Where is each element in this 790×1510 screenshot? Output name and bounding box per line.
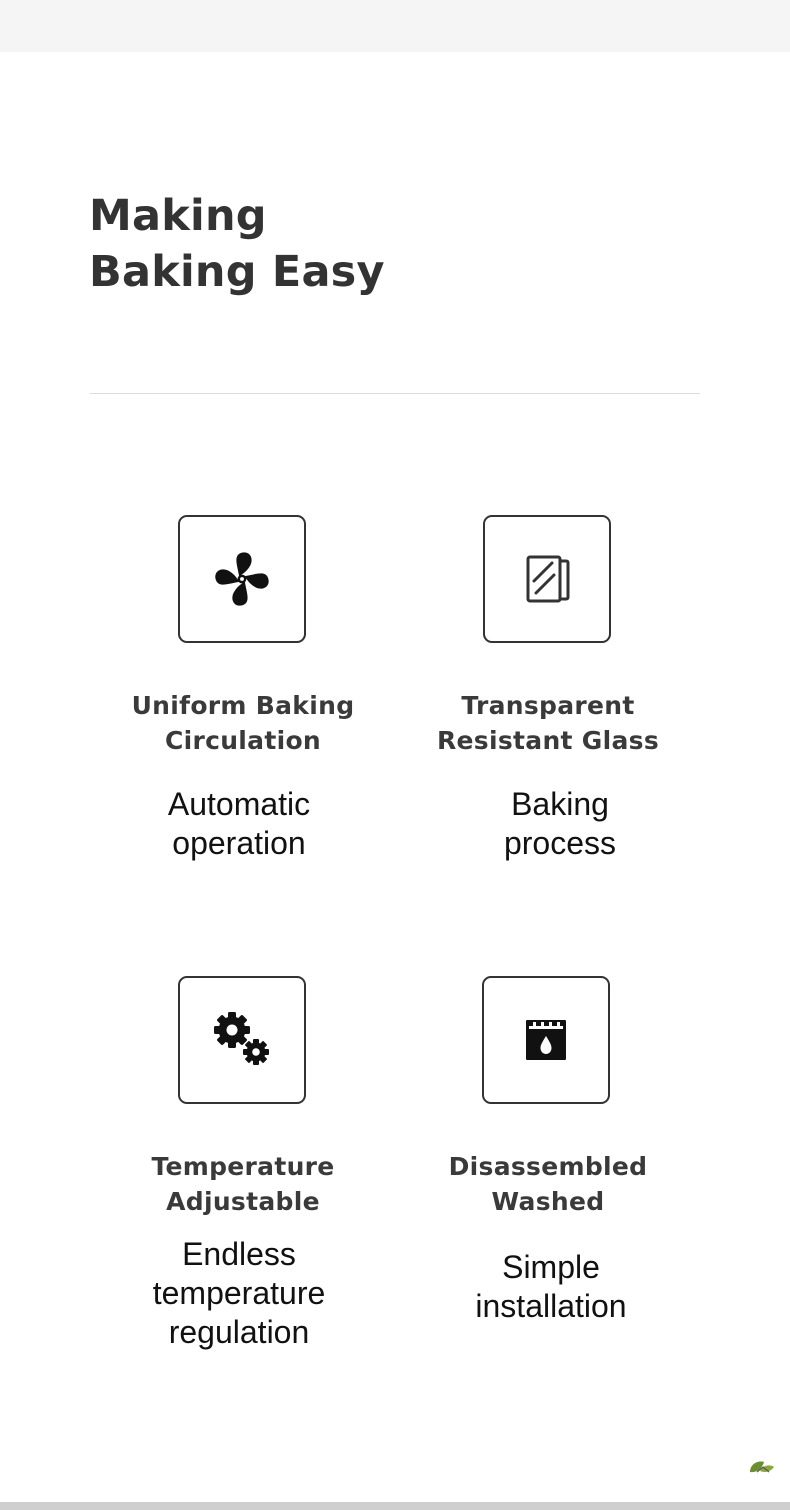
feature-desc-glass: Baking process [503,786,617,861]
fan-icon [213,550,271,608]
fan-icon-box [178,515,306,643]
feature-desc-temperature: Endless temperature regulation [152,1236,326,1350]
bottom-bar [0,1502,790,1510]
section-divider [90,393,700,394]
feature-title-glass: Transparent Resistant Glass [436,691,660,755]
gears-icon [210,1008,274,1072]
oven-icon [523,1017,569,1063]
feature-desc-circulation: Automatic operation [167,786,311,861]
leaf-icon [730,1458,788,1498]
feature-title-washed: Disassembled Washed [448,1152,648,1216]
top-bar [0,0,790,52]
feature-desc-washed: Simple installation [475,1249,627,1324]
brand-logo [730,1458,788,1498]
page-title [89,188,385,300]
oven-icon-box [482,976,610,1104]
glass-panel-icon-box [483,515,611,643]
glass-panel-icon [519,551,575,607]
gears-icon-box [178,976,306,1104]
feature-title-temperature: Temperature Adjustable [151,1152,335,1216]
title-line-1: Making [89,191,267,241]
title-line-2: Baking Easy [89,247,385,297]
feature-title-circulation: Uniform Baking Circulation [131,691,355,755]
